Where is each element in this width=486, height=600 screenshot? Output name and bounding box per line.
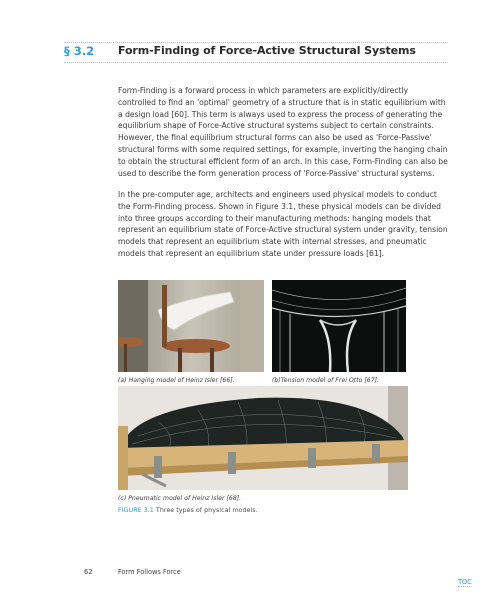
- caption-a: (a) Hanging model of Heinz Isler [66].: [118, 377, 235, 384]
- figure-label: FIGURE 3.1: [118, 506, 154, 514]
- caption-c: (c) Pneumatic model of Heinz Isler [68].: [118, 495, 242, 502]
- pneumatic-model-photo: [118, 386, 408, 490]
- hanging-model-photo: [118, 280, 264, 372]
- toc-link[interactable]: TOC: [458, 578, 472, 586]
- section-number: § 3.2: [64, 44, 95, 58]
- tension-model-photo: [272, 280, 406, 372]
- caption-b: (b)Tension model of Frei Otto [67].: [272, 377, 380, 384]
- header-rule-top: [64, 42, 448, 43]
- section-title: Form-Finding of Force-Active Structural Systems: [118, 44, 416, 57]
- figure-caption: [118, 506, 258, 514]
- paragraph-2: In the pre-computer age, architects and engineers used physical models to conduct the Form-Finding process. Shown in Figure 3.1, these physical models can be divided into three groups according to their manufacturing methods: hanging models that represent an equilibrium state of Force-Active structural system under gravity, tension models that represent an equilibrium state with internal stresses, and pneumatic models that represent an equilibrium state under pressure loads [61].: [118, 190, 448, 258]
- running-title: Form Follows Force: [118, 568, 181, 576]
- page-number: 62: [84, 568, 93, 576]
- paragraph-1: Form-Finding is a forward process in which parameters are explicitly/directly controlled to find an 'optimal' geometry of a structure that is in static equilibrium with a design load [60]. This term is always used to express the process of generating the equilibrium shape of Force-Active structural systems subject to certain constraints. However, the final equilibrium structural forms can also be used as 'Force-Passive' structural forms with some required settings, for example, inverting the hanging chain to obtain the structural efficient form of an arch. In this case, Form-Finding can also be used to describe the form generation process of 'Force-Passive' structural systems.: [118, 86, 448, 178]
- figure-caption-text: Three types of physical models.: [155, 506, 258, 514]
- header-rule-bottom: [64, 62, 448, 63]
